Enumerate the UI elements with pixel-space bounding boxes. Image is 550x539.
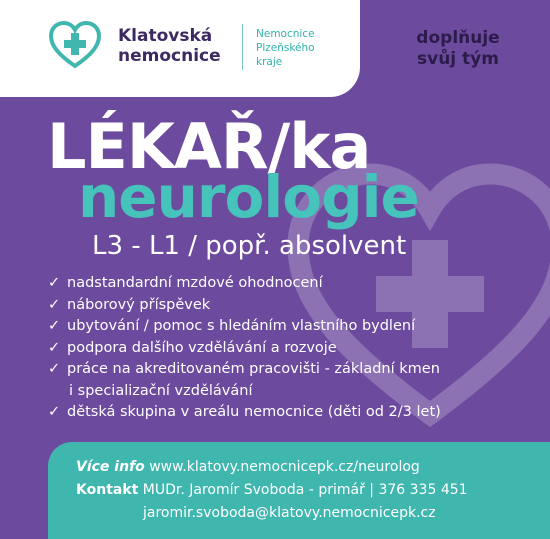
- contact-separator: |: [369, 482, 375, 498]
- benefit-item: ✓ náborový příspěvek: [48, 295, 441, 317]
- check-icon: ✓: [48, 318, 61, 334]
- contact-row: [76, 482, 468, 498]
- logo-divider: [242, 24, 243, 70]
- check-icon: ✓: [48, 361, 61, 377]
- contact-box: [48, 442, 550, 539]
- more-info-label: Více info: [76, 459, 145, 475]
- check-icon: ✓: [48, 296, 61, 313]
- contact-email[interactable]: jaromir.svoboda@klatovy.nemocnicepk.cz: [143, 505, 436, 521]
- benefit-item: ✓ práce na akreditovaném pracovišti - základní kmen: [48, 359, 441, 381]
- hospital-name: Klatovská nemocnice: [118, 26, 221, 66]
- check-icon: ✓: [48, 275, 61, 291]
- benefit-item-continuation: i specializační vzdělávání: [69, 382, 253, 399]
- tagline: doplňuje svůj tým: [416, 28, 500, 69]
- benefits-list: [48, 273, 441, 424]
- benefit-item: ✓ nadstandardní mzdové ohodnocení: [48, 273, 441, 295]
- logo-panel: [0, 0, 360, 97]
- position-level: L3 - L1 / popř. absolvent: [92, 231, 407, 261]
- benefit-item: ✓ ubytování / pomoc s hledáním vlastního bydlení: [48, 316, 441, 338]
- check-icon: ✓: [48, 404, 61, 420]
- contact-label: Kontakt: [76, 482, 139, 498]
- more-info-link[interactable]: www.klatovy.nemocnicepk.cz/neurolog: [149, 459, 420, 475]
- more-info-row: [76, 459, 420, 475]
- position-title: LÉKAŘ/ka: [47, 110, 371, 183]
- heart-plus-icon: [47, 20, 103, 70]
- benefit-item: ✓ podpora dalšího vzdělávání a rozvoje: [48, 338, 441, 360]
- email-row: [143, 505, 436, 521]
- benefit-item: ✓ dětská skupina v areálu nemocnice (děti od 2/3 let): [48, 402, 441, 424]
- position-specialty: neurologie: [78, 163, 419, 231]
- contact-person: MUDr. Jaromír Svoboda - primář: [142, 482, 365, 498]
- check-icon: ✓: [48, 339, 61, 356]
- contact-phone[interactable]: 376 335 451: [378, 482, 468, 498]
- network-name: Nemocnice Plzeňského kraje: [256, 28, 315, 68]
